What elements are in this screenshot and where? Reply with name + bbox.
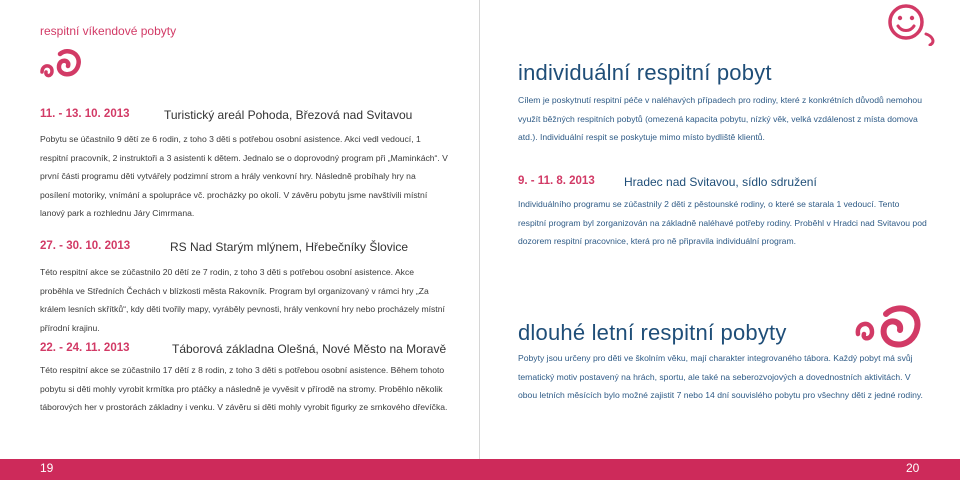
event-title: Turistický areál Pohoda, Březová nad Svitavou: [164, 108, 413, 122]
event-date: 11. - 13. 10. 2013: [40, 108, 130, 120]
smiley-icon: [876, 2, 938, 46]
section-heading: dlouhé letní respitní pobyty: [518, 320, 787, 345]
event-date: 22. - 24. 11. 2013: [40, 342, 130, 354]
event-description: Této respitní akce se zúčastnilo 17 dětí z 8 rodin, z toho 3 děti s potřebou osobní asistence. Během tohoto pobytu si děti mohly vyrobit krmítka pro ptáčky a následně je vyvěsit v přírodě na stromy. Proběhlo několik táborových her v prostorách základny i venku. V závěru si děti mohly vyrobit figurky ze srnkového dřevíčka.: [40, 365, 448, 413]
event-date: 27. - 30. 10. 2013: [40, 240, 131, 252]
intro-text: Cílem je poskytnutí respitní péče v naléhavých případech pro rodiny, které z konkrétních důvodů nemohou využít běžných respitních pobytů (omezená kapacita pobytu, nízký věk, velká vzdálenost z místa domova atd.). Individuální respit se poskytuje mimo místo bydliště klientů.: [518, 95, 922, 143]
event-description: Této respitní akce se zúčastnilo 20 dětí ze 7 rodin, z toho 3 děti s potřebou osobní asistence. Akce proběhla ve Středních Čechách v blízkosti města Rakovník. Program byl organizovaný v rámci hry „Za králem lesních skřítků“, kdy děti tvořily mapy, vyráběly pevnosti, hrály venkovní hry nebo procházely místní přírodní krajinu.: [40, 267, 445, 333]
event-title: RS Nad Starým mlýnem, Hřebečníky Šlovice: [170, 240, 409, 254]
footer-bar: [0, 459, 960, 480]
event-date: 9. - 11. 8. 2013: [518, 175, 595, 187]
summer-text: Pobyty jsou určeny pro děti ve školním věku, mají charakter integrovaného tábora. Každý pobyt má svůj tematický motiv postavený na hrách, sportu, ale také na seberozvojových a dovednostních aktivitách. V obou letních měsících bylo možné zajistit 7 nebo 14 dní souvislého pobytu pro všechny děti z jedné rodiny.: [518, 353, 923, 401]
event-title: Táborová základna Olešná, Nové Město na Moravě: [172, 342, 447, 356]
event-description: Pobytu se účastnilo 9 dětí ze 6 rodin, z toho 3 děti s potřebou osobní asistence. Akci vedl vedoucí, 1 respitní pracovník, 2 instruktoři a 3 asistenti k dětem. Jednalo se o doprovodný program při „Maminkách“. V první části programu děti vytvářely podzimní strom a hrály venkovní hry. Následně probíhaly hry na posílení motoriky, vnímání a spolupráce vč. procházky po okolí. V závěru pobytu jsme navštívili místní lanový park a rozhlednu Járy Cimrmana.: [40, 134, 448, 219]
page-number-left: 19: [40, 461, 54, 475]
swirl-icon: [38, 48, 86, 84]
section-heading: individuální respitní pobyt: [518, 60, 772, 85]
event-title: Hradec nad Svitavou, sídlo sdružení: [624, 175, 817, 189]
page-header: respitní víkendové pobyty: [40, 24, 177, 38]
page-number-right: 20: [906, 461, 920, 475]
right-page: [480, 0, 960, 480]
event-description: Individuálního programu se zúčastnily 2 děti z pěstounské rodiny, o které se starala 1 vedoucí. Tento respitní program byl zorganizován na základně naléhavé potřeby rodiny. Proběhl v Hradci nad Svitavou pod dozorem respitní pracovnice, která pro ně připravila individuální program.: [518, 199, 927, 247]
